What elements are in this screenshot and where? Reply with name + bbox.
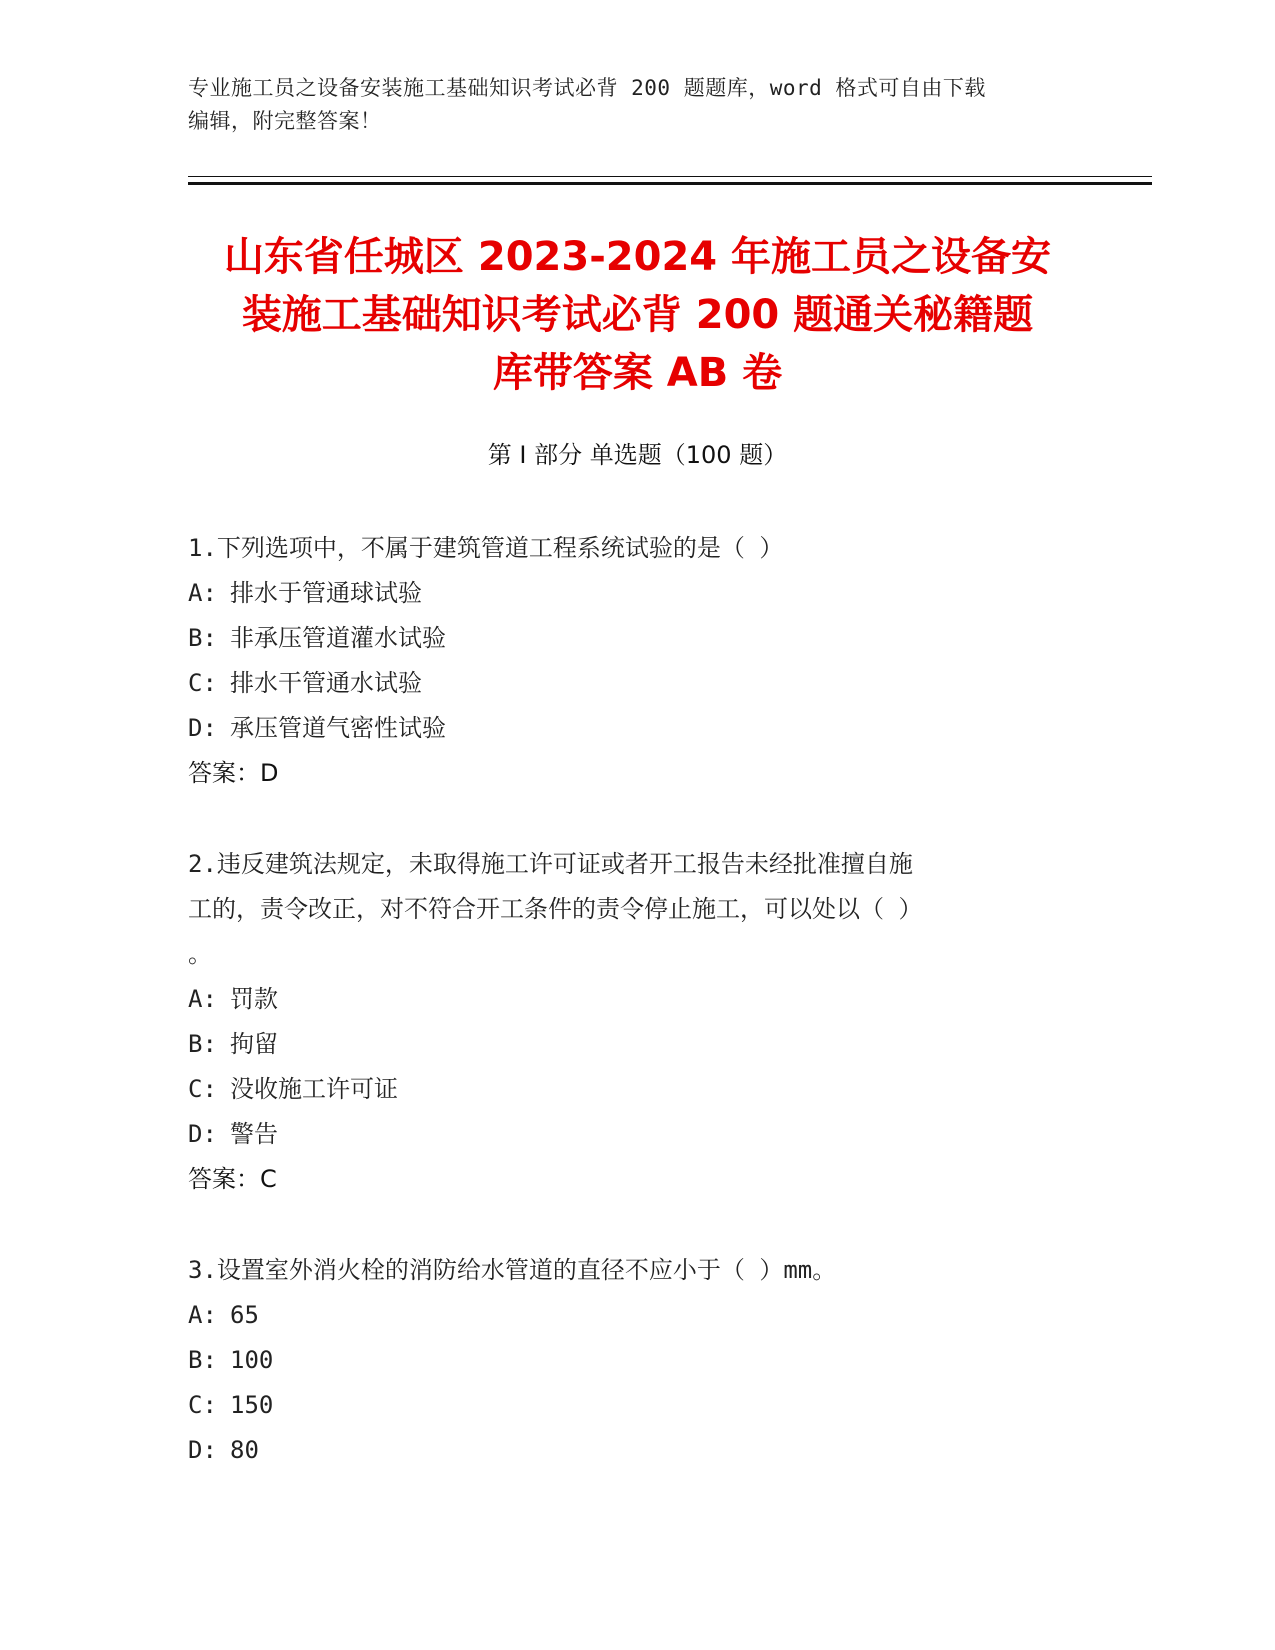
answer-option <box>188 1293 1068 1338</box>
option-text: 没收施工许可证 <box>230 1075 398 1103</box>
option-text: 拘留 <box>230 1030 278 1058</box>
option-text: 150 <box>230 1391 274 1419</box>
question-stem: 。 <box>188 940 212 968</box>
option-letter: B: <box>188 1346 217 1374</box>
answer-option <box>188 571 1068 616</box>
answer-option <box>188 616 1068 661</box>
option-letter: D: <box>188 714 217 742</box>
option-text: 警告 <box>230 1120 278 1148</box>
question-item <box>188 526 1068 796</box>
option-letter: D: <box>188 1436 217 1464</box>
question-stem: 工的，责令改正，对不符合开工条件的责令停止施工，可以处以（ ） <box>188 895 923 923</box>
answer-option <box>188 977 1068 1022</box>
option-letter: C: <box>188 1075 217 1103</box>
option-text: 80 <box>230 1436 259 1464</box>
option-letter: A: <box>188 579 217 607</box>
option-text: 承压管道气密性试验 <box>230 714 446 742</box>
option-letter: C: <box>188 669 217 697</box>
option-letter: D: <box>188 1120 217 1148</box>
question-spacer <box>188 1202 1068 1248</box>
header-note-line-1: 专业施工员之设备安装施工基础知识考试必背 200 题题库，word 格式可自由下载 <box>188 76 986 100</box>
option-letter: B: <box>188 624 217 652</box>
option-text: 非承压管道灌水试验 <box>230 624 446 652</box>
answer-key: 答案：C <box>188 1165 277 1193</box>
header-rule-thick <box>188 182 1152 185</box>
title-line-3: 库带答案 AB 卷 <box>492 350 783 396</box>
option-letter: A: <box>188 1301 217 1329</box>
section-heading: 第 I 部分 单选题（100 题） <box>487 441 788 469</box>
question-list <box>188 526 1068 1473</box>
answer-option <box>188 1022 1068 1067</box>
question-spacer <box>188 796 1068 842</box>
answer-option <box>188 661 1068 706</box>
option-text: 65 <box>230 1301 259 1329</box>
answer-option <box>188 1383 1068 1428</box>
question-item <box>188 1248 1068 1473</box>
answer-option <box>188 1338 1068 1383</box>
option-text: 排水于管通球试验 <box>230 579 422 607</box>
answer-option <box>188 706 1068 751</box>
option-letter: B: <box>188 1030 217 1058</box>
title-line-2: 装施工基础知识考试必背 200 题通关秘籍题 <box>241 292 1034 338</box>
question-stem: 2.违反建筑法规定，未取得施工许可证或者开工报告未经批准擅自施 <box>188 850 913 878</box>
option-text: 排水干管通水试验 <box>230 669 422 697</box>
question-stem: 1.下列选项中，不属于建筑管道工程系统试验的是（ ） <box>188 534 784 562</box>
header-rule-thin <box>188 176 1152 177</box>
title-line-1: 山东省任城区 2023-2024 年施工员之设备安 <box>223 234 1052 280</box>
answer-option <box>188 1428 1068 1473</box>
answer-option <box>188 1112 1068 1157</box>
answer-option <box>188 1067 1068 1112</box>
header-note-line-2: 编辑，附完整答案！ <box>188 109 382 133</box>
option-letter: A: <box>188 985 217 1013</box>
answer-key: 答案：D <box>188 759 279 787</box>
option-text: 罚款 <box>230 985 278 1013</box>
option-letter: C: <box>188 1391 217 1419</box>
header-note <box>188 72 1088 138</box>
question-stem: 3.设置室外消火栓的消防给水管道的直径不应小于（ ）mm。 <box>188 1256 837 1284</box>
document-title <box>150 228 1125 402</box>
option-text: 100 <box>230 1346 274 1374</box>
question-item <box>188 842 1068 1202</box>
